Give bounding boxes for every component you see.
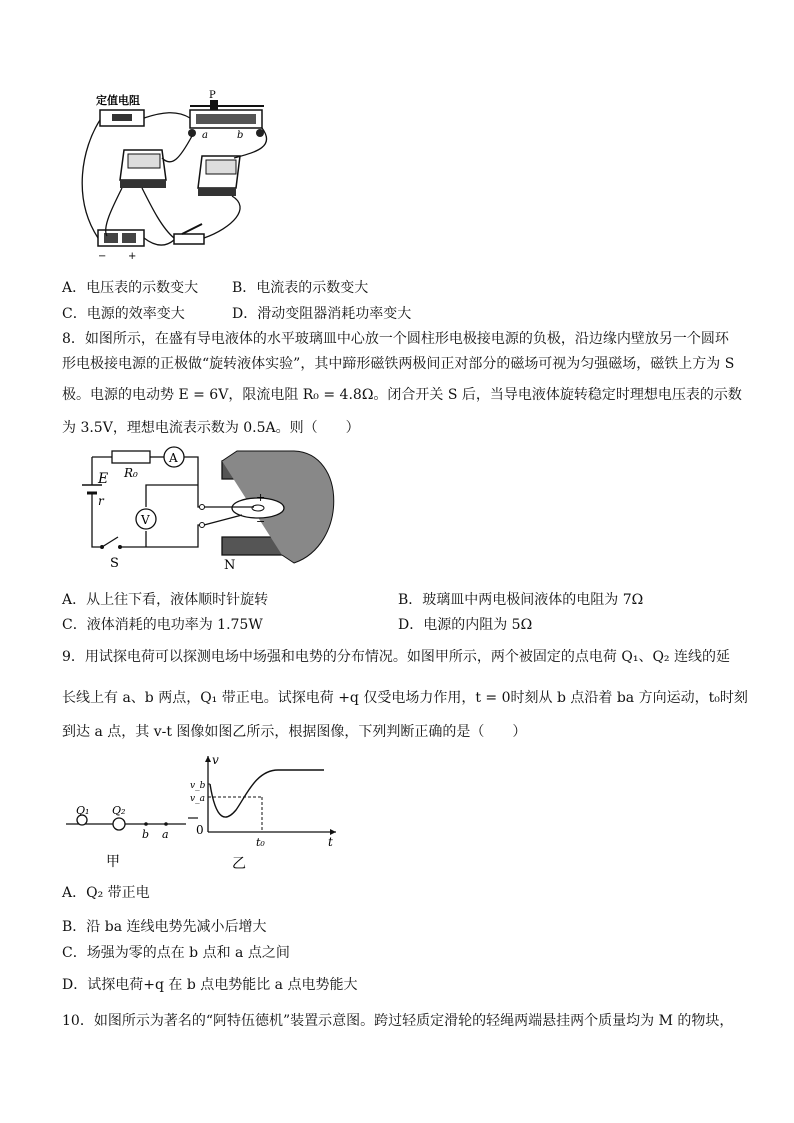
q8-option-b: B．玻璃皿中两电极间液体的电阻为 7Ω [398,592,644,608]
charge-q2 [113,818,125,830]
rheostat-b-label: b [237,130,244,141]
v-axis-label: v [212,753,219,767]
fig-yi-caption: 乙 [232,856,246,872]
q8-circuit-figure [62,445,342,575]
t0-label: t₀ [256,836,265,849]
switch-label: S [110,556,119,571]
q7-option-d: D．滑动变阻器消耗功率变大 [232,306,412,322]
q9-stem-line2: 长线上有 a、b 两点，Q₁ 带正电。试探电荷 +q 仅受电场力作用，t = 0时刻从 b 点沿着 ba 方向运动，t₀时刻 [62,690,748,706]
q9-stem-line3: 到达 a 点，其 v-t 图像如图乙所示，根据图像，下列判断正确的是（ ） [62,724,527,740]
switch [174,224,204,244]
q8-stem-line2: 形电极接电源的正极做“旋转液体实验”，其中蹄形磁铁两极间正对部分的磁场可视为匀强磁场，磁铁上方为 S [62,356,735,372]
point-a-label: a [162,828,169,841]
q7-option-c: C．电源的效率变大 [62,306,185,322]
fixed-resistor-label: 定值电阻 [96,94,140,107]
q9-stem-line1: 9．用试探电荷可以探测电场中场强和电势的分布情况。如图甲所示，两个被固定的点电荷 Q₁、Q₂ 连线的延 [62,649,730,665]
q9-option-c: C．场强为零的点在 b 点和 a 点之间 [62,945,290,961]
q9-option-b: B．沿 ba 连线电势先减小后增大 [62,919,267,935]
q8-option-c: C．液体消耗的电功率为 1.75W [62,617,263,633]
q8-circuit-wires [92,457,202,547]
q10-stem-line1: 10．如图所示为著名的“阿特伍德机”装置示意图。跨过轻质定滑轮的轻绳两端悬挂两个质量均为 M 的物块， [62,1013,734,1029]
q8-option-a: A．从上往下看，液体顺时针旋转 [62,592,269,608]
dish-minus-label: − [256,515,266,528]
ammeter [198,156,240,196]
vb-label: v_b [190,781,206,791]
rheostat-p-label: P [209,90,216,101]
fig-jia-caption: 甲 [106,854,120,870]
q7-apparatus-figure [62,88,282,263]
battery-e-label: E [98,471,109,487]
q1-label: Q₁ [76,804,90,817]
q9-fig-jia [62,790,192,870]
battery-minus-label: − [98,251,107,262]
dish-plus-label: + [256,491,266,504]
q8-stem-line3: 极。电源的电动势 E = 6V，限流电阻 R₀ = 4.8Ω。闭合开关 S 后，当导电液体旋转稳定时理想电压表的示数 [62,387,742,403]
voltmeter [120,150,166,188]
point-b-label: b [142,828,150,841]
voltmeter-label: V [141,513,150,527]
switch-symbol [100,537,122,549]
resistor-r0-label: R₀ [124,466,138,480]
q7-option-b: B．电流表的示数变大 [232,280,369,296]
battery-plus-label: + [128,251,137,262]
t-axis-label: t [328,835,333,849]
q9-option-a: A．Q₂ 带正电 [62,885,150,901]
fixed-resistor [100,110,144,126]
resistor-r0 [112,451,150,463]
q2-label: Q₂ [112,804,126,817]
vt-curve [210,770,324,817]
q8-option-d: D．电源的内阻为 5Ω [398,617,533,633]
battery-r-label: r [98,494,104,508]
origin-label: 0 [196,823,204,837]
q7-option-a: A．电压表的示数变大 [62,280,199,296]
q9-fig-yi-vt-graph [186,750,346,875]
ammeter-label: A [169,451,178,465]
q8-stem-line4: 为 3.5V，理想电流表示数为 0.5A。则（ ） [62,420,360,436]
rheostat-a-label: a [202,130,208,141]
q8-stem-line1: 8．如图所示，在盛有导电液体的水平玻璃皿中心放一个圆柱形电极接电源的负极，沿边缘内壁放另一个圆环 [62,331,729,347]
va-label: v_a [190,794,205,804]
magnet-n-label: N [224,558,236,573]
rheostat [188,100,264,137]
q9-option-d: D．试探电荷+q 在 b 点电势能比 a 点电势能大 [62,977,358,993]
battery-box [98,230,144,246]
